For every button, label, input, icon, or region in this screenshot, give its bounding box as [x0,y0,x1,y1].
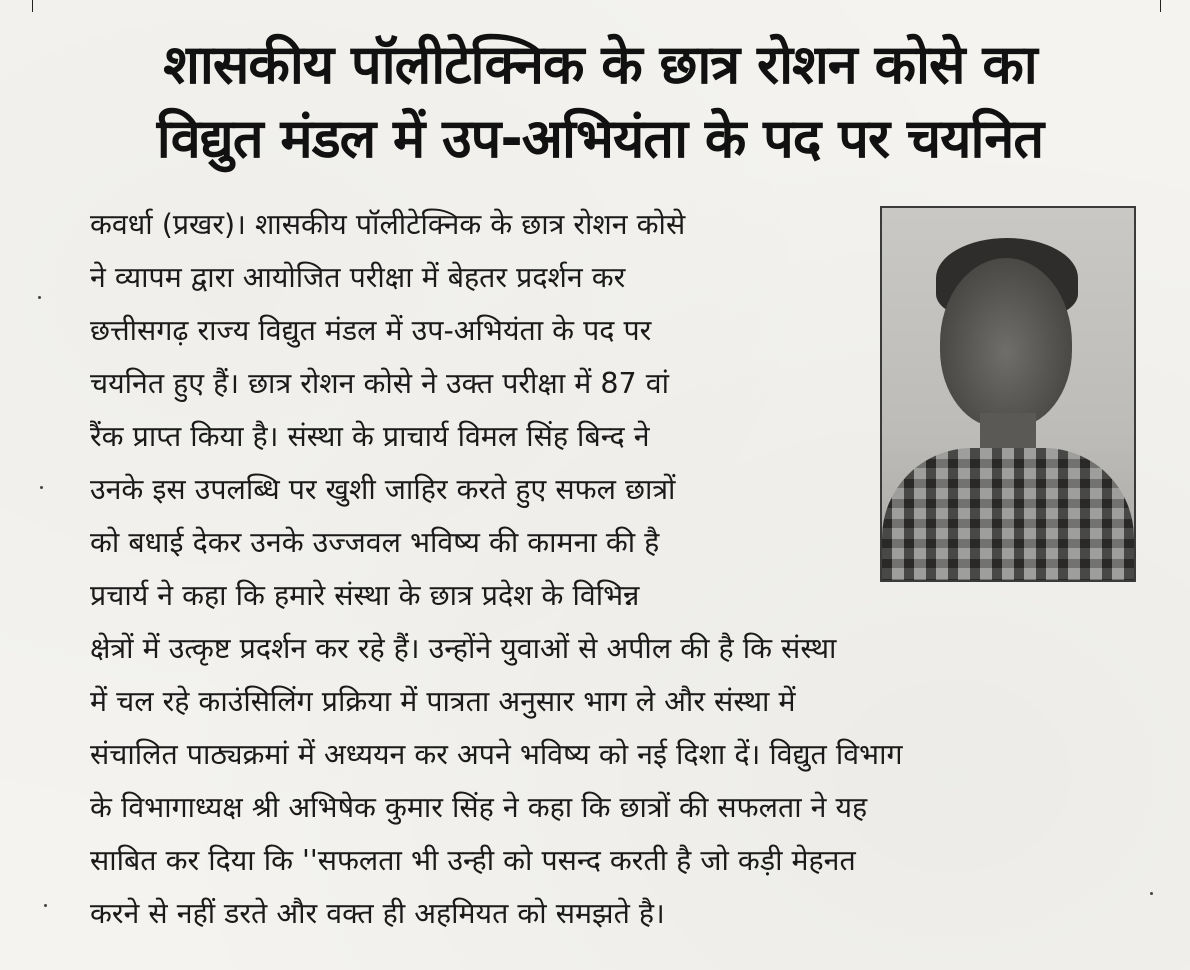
article-line: क्षेत्रों में उत्कृष्ट प्रदर्शन कर रहे हैं। उन्होंने युवाओं से अपील की है कि संस्था [90,632,837,665]
article-line: के विभागाध्यक्ष श्री अभिषेक कुमार सिंह ने कहा कि छात्रों की सफलता ने यह [90,791,868,824]
clipping-edge-mark [1160,0,1161,12]
article-line: उनके इस उपलब्धि पर खुशी जाहिर करते हुए सफल छात्रों [90,473,676,506]
article-line: कवर्धा (प्रखर)। शासकीय पॉलीटेक्निक के छात्र रोशन कोसे [90,208,686,241]
article-line: रैंक प्राप्त किया है। संस्था के प्राचार्य विमल सिंह बिन्द ने [90,420,650,453]
photo-checked-shirt [882,448,1134,582]
article-line: प्रचार्य ने कहा कि हमारे संस्था के छात्र प्रदेश के विभिन्न [90,579,640,612]
article-line: साबित कर दिया कि ''सफलता भी उन्ही को पसन्द करती है जो कड़ी मेहनत [90,844,856,877]
print-speck [40,486,43,489]
print-speck [1150,892,1153,895]
article-body [90,198,903,940]
article-line: संचालित पाठ्यक्रमां में अध्ययन कर अपने भविष्य को नई दिशा दें। विद्युत विभाग [90,738,903,771]
article-line: को बधाई देकर उनके उज्जवल भविष्य की कामना की है [90,526,660,559]
clipping-edge-mark [32,0,33,12]
print-speck [38,296,41,299]
article-line: करने से नहीं डरते और वक्त ही अहमियत को समझते है। [90,897,665,930]
article-line: ने व्यापम द्वारा आयोजित परीक्षा में बेहतर प्रदर्शन कर [90,261,626,294]
article-headline [60,28,1140,176]
person-photo [880,206,1136,582]
headline-line-1: शासकीय पॉलीटेक्निक के छात्र रोशन कोसे का [163,33,1037,96]
photo-face-shape [940,258,1072,428]
article-line: में चल रहे काउंसिलिंग प्रक्रिया में पात्रता अनुसार भाग ले और संस्था में [90,685,796,718]
article-line: चयनित हुए हैं। छात्र रोशन कोसे ने उक्त परीक्षा में 87 वां [90,367,669,400]
article-line: छत्तीसगढ़ राज्य विद्युत मंडल में उप-अभियंता के पद पर [90,314,652,347]
print-speck [44,904,47,907]
headline-line-2: विद्युत मंडल में उप-अभियंता के पद पर चयनित [156,107,1044,170]
